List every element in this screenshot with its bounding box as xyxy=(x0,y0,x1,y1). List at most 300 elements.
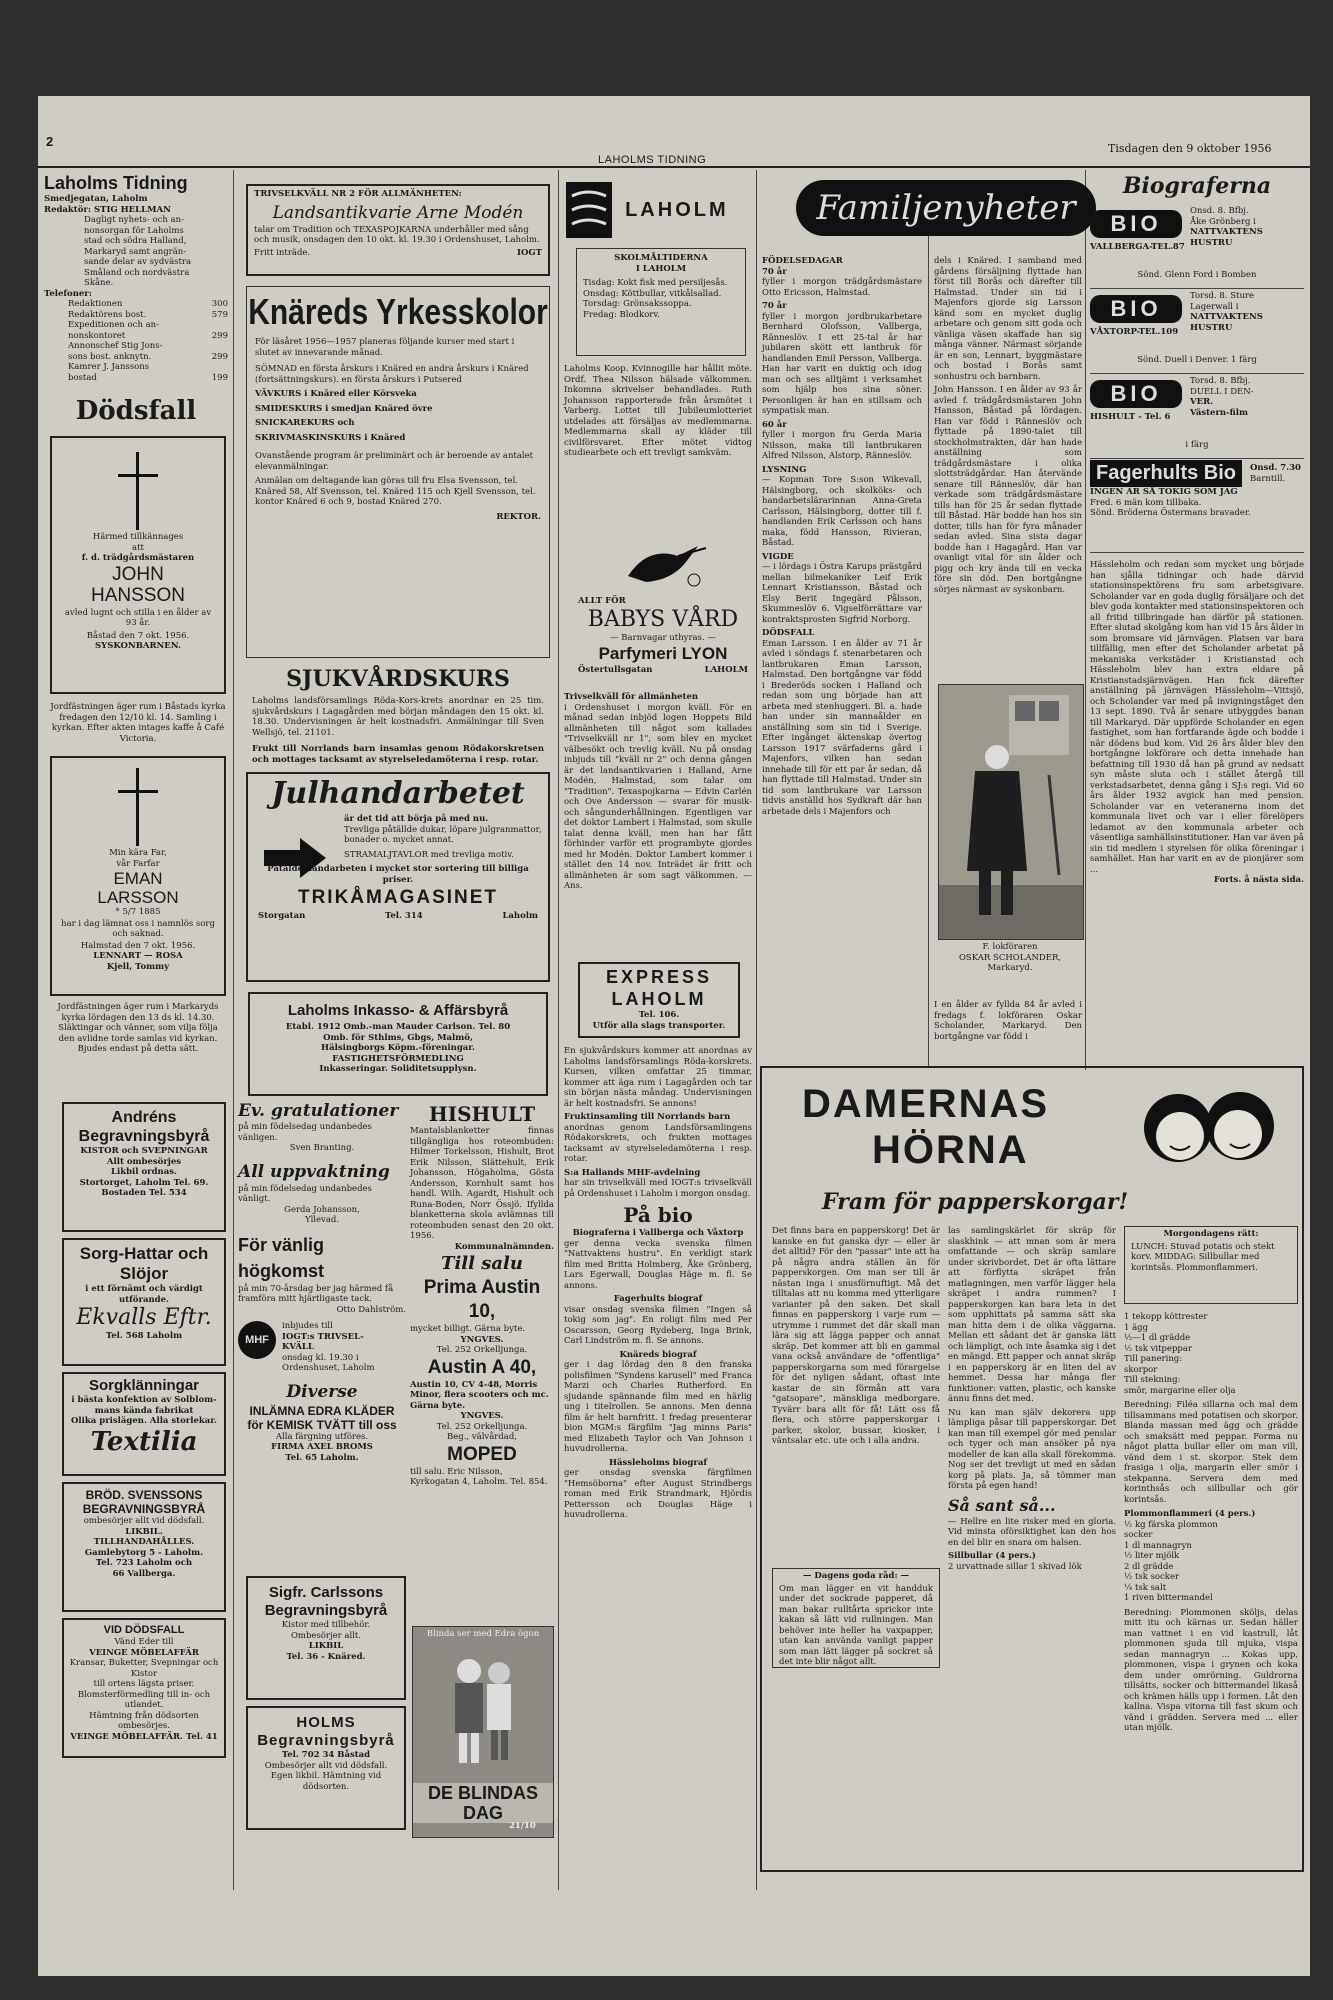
article-heading: Trivselkväll för allmänheten xyxy=(564,692,699,702)
shop-phone: Tel. 314 xyxy=(385,911,423,921)
ad-intro: För läsåret 1956—1957 planeras följande kurser med start i slutet av innevarande månad. xyxy=(255,337,515,358)
deaths-heading: Dödsfall xyxy=(75,396,197,426)
deceased-name: EMAN xyxy=(113,869,163,888)
recipe-ingredient: 1 dl mannagryn xyxy=(1124,1540,1192,1551)
cinema-footnote: Sönd. Glenn Ford i Bomben xyxy=(1137,270,1257,280)
article-text: Mantalsblanketter finnas tillgängliga hos roteombuden: Hilmer Torkelsson, Hishult, Brot Erik Nilsson, Slättehult, Erik Johansson, Högaholma, Gösta Andersson, Kornhult samt hos handl. Wilh. Agardt, Hishult och Runa-Boden, Norr Össjö. Ifyllda blanketterna skola avlämnas till roteombuden senast den 20 okt. 1956. xyxy=(410,1126,554,1241)
cinema-list xyxy=(1090,204,1304,459)
deceased-surname: HANSSON xyxy=(91,584,185,606)
menu-text: LUNCH: Stuvad potatis och stekt korv. MIDDAG: Sillbullar med korintsås. Plommonflammeri. xyxy=(1131,1241,1275,1273)
laholm-header xyxy=(566,182,752,240)
article-text: ger i dag lördag den 8 den franska polisfilmen "Syndens karusell" med Franca Marzi och Charles Rutherford. En sjudande spännande film med en härlig ung i titelrollen. Se annons. Men denna film är helt barnfritt. I fredag presenterar bion MGM:s färgfilm "Jag minns Paris" med Elizabeth Taylor och Van Johnson i huvudrollerna. xyxy=(564,1360,752,1454)
notice-place: Halmstad den 7 okt. 1956. xyxy=(80,940,196,951)
cinema-footnote: Sönd. Duell i Denver. 1 färg xyxy=(1137,355,1257,365)
continued-note: Forts. å nästa sida. xyxy=(1213,875,1304,885)
article-text: anordnas genom Landsförsamlingens Rödakorskrets, och frukten mottages tacksamt av styrelseledamöterna i resp. rotar. xyxy=(564,1122,752,1164)
phone-number: 199 xyxy=(211,372,228,383)
phone-row xyxy=(44,341,228,352)
notice-text: avled lugnt och stilla i en ålder av 93 år. xyxy=(64,607,212,628)
article-text: — Hellre en lite risker med en gloria. Vid minsta oförsiktighet kan den hos en del blir en snara om halsen. xyxy=(948,1516,1116,1548)
damernas-col-a xyxy=(772,1226,940,1450)
caption-line: Markaryd. xyxy=(987,963,1033,973)
cinema-line: HUSTRU xyxy=(1190,237,1233,248)
age-heading: 70 år xyxy=(762,266,787,277)
cinema-line: Fred. 6 män kom tillbaka. xyxy=(1090,497,1202,508)
ad-line: FIRMA AXEL BROMS xyxy=(271,1442,373,1452)
section-title: HÖRNA xyxy=(872,1128,1029,1172)
about-line: Småland och nordvästra xyxy=(84,267,190,278)
ad-line: Tel. 65 Laholm. xyxy=(285,1452,359,1463)
ad-title: VID DÖDSFALL xyxy=(103,1624,185,1636)
ad-text: till salu. Eric Nilsson, Kyrkogatan 4, Laholm. Tel. 854. xyxy=(410,1466,548,1487)
ad-phone: Tel. 252 Orkelljunga. xyxy=(436,1345,528,1355)
cross-icon xyxy=(108,452,168,532)
article-heading: Hässleholms biograf xyxy=(609,1457,707,1468)
notice-title: För vänlig högkomst xyxy=(238,1234,325,1281)
menu-heading: Morgondagens rätt: xyxy=(1163,1229,1259,1239)
ad-line: Allt ombesörjes xyxy=(106,1156,182,1167)
ad-title: Austin A 40, xyxy=(427,1356,537,1378)
ad-yrkesskolor xyxy=(246,286,550,658)
ad-line: Kransar, Buketter, Svepningar och Kistor xyxy=(69,1658,219,1679)
notice-title: Ev. gratulationer xyxy=(238,1101,399,1121)
ad-line: Vänd Eder till xyxy=(114,1637,174,1647)
ad-title: SJUKVÅRDSKURS xyxy=(286,666,510,692)
recipe-ingredient: 1 tekopp köttrester xyxy=(1124,1312,1208,1322)
meal-dish: Blodkorv. xyxy=(619,309,660,320)
ad-sorghattar xyxy=(62,1238,226,1366)
recipe-ingredient: ½ liter mjölk xyxy=(1124,1551,1180,1561)
cinema-line: Barntill. xyxy=(1250,473,1286,484)
section-title: Diverse xyxy=(286,1381,358,1402)
cinema-ad xyxy=(1090,289,1304,374)
tips-box xyxy=(772,1568,940,1668)
recipe-ingredients: 2 urvattnade sillar 1 skivad lök xyxy=(948,1561,1082,1572)
deceased-surname: LARSSON xyxy=(97,888,179,907)
familj-col-b xyxy=(934,256,1082,598)
article-text: fyller i morgon fru Gerda Maria Nilsson, maka till lantbrukaren Alfred Nilsson, Alstorp, Ränneslöv. xyxy=(762,430,922,461)
ad-phone: Tel. 106. xyxy=(638,1010,680,1020)
ad-line: TILLHANDAHÅLLES. xyxy=(93,1537,195,1547)
cinema-town: VÅXTORP-TEL.109 xyxy=(1090,327,1179,337)
cinema-line: NATTVAKTENS xyxy=(1190,227,1263,237)
cinema-ad xyxy=(1090,204,1304,289)
ad-title: Julhandarbetet xyxy=(271,776,525,811)
ad-title: BRÖD. SVENSSONS BEGRAVNINGSBYRÅ xyxy=(82,1488,206,1516)
ad-text: Ovanstående program är preliminärt och är beroende av antalet elevanmälningar. xyxy=(255,451,534,472)
notice-signature: Gerda Johansson, xyxy=(284,1204,360,1215)
damernas-horna xyxy=(760,1066,1304,1872)
notice-intro: att xyxy=(132,542,144,553)
funeral-info: Jordfästningen äger rum i Markaryds kyrka lördagen den 13 ds kl. 14.30. Släktingar och vänner, som vilja följa den avlidne torde samlas vid kyrkan. Bjudes endast på detta sätt. xyxy=(57,1002,219,1054)
ad-veinge xyxy=(62,1618,226,1758)
shop-name: Parfymeri LYON xyxy=(598,644,728,663)
recipe-ingredient-list xyxy=(1124,1520,1298,1604)
ad-line: Hälsingborgs Köpm.-föreningar. xyxy=(321,1043,475,1053)
familj-col-b-end xyxy=(934,1000,1082,1042)
phone-label: Kamrer J. Janssons xyxy=(68,362,150,372)
issue-date: Tisdagen den 9 oktober 1956 xyxy=(1108,142,1272,155)
recipe-ingredient: ½ tsk vitpeppar xyxy=(1124,1343,1192,1354)
meal-day: Onsdag: xyxy=(583,288,622,299)
death-notice-hansson xyxy=(50,436,226,694)
cinema-line: Åke Grönberg i xyxy=(1190,216,1256,227)
cinema-line: Sönd. Bröderna Östermans bravader. xyxy=(1090,508,1251,518)
ad-julhandarbetet xyxy=(246,772,550,982)
ad-line: — Barnvagar uthyras. — xyxy=(610,632,716,643)
ad-seller: YNGVES. xyxy=(460,1334,504,1345)
recipe-ingredient: Till panering: xyxy=(1124,1354,1183,1364)
notice-intro: vår Farfar xyxy=(116,858,160,869)
phone-row xyxy=(44,362,228,373)
notice-signature: Otto Dahlström. xyxy=(336,1304,406,1315)
ad-line: Trevliga påtällde dukar, löpare julgranmattor, bonader o. mycket annat. xyxy=(344,824,542,845)
ad-title: EXPRESS LAHOLM xyxy=(605,967,713,1009)
women-illustration-icon xyxy=(1118,1076,1298,1186)
ad-line: för KEMISK TVÄTT till oss xyxy=(247,1417,397,1432)
photo-scholander xyxy=(938,684,1084,940)
ad-line: VEINGE MÖBELAFFÄR. Tel. 41 xyxy=(70,1731,218,1742)
ad-line: 66 Vallberga. xyxy=(112,1568,176,1579)
paper-name: LAHOLMS TIDNING xyxy=(598,154,707,166)
section-title: Biograferna xyxy=(1122,173,1272,199)
editor: Redaktör: STIG HELLMAN xyxy=(44,204,171,215)
meal-row xyxy=(583,299,739,310)
cinema-line: Lagerwall i xyxy=(1190,301,1239,312)
about-line: nonsorgan för Laholms xyxy=(84,225,184,236)
ad-line: till ortens lägsta priser. xyxy=(93,1679,195,1689)
cinema-line: Torsd. 8. Bfbj. xyxy=(1190,376,1251,386)
course-item: SÖMNAD en första årskurs i Knäred en andra årskurs i Knäred (fortsättningskurs). en första årskurs i Putsered xyxy=(255,364,529,385)
ad-line: Ombesörjer allt. xyxy=(290,1630,362,1641)
age-heading: 60 år xyxy=(762,419,787,430)
poster-title: DE BLINDAS DAG xyxy=(413,1783,553,1823)
ad-title: Sigfr. Carlssons Begravningsbyrå xyxy=(264,1584,388,1619)
ad-free-entry: Fritt inträde. xyxy=(254,247,311,258)
ad-line: Tel. 702 34 Båstad xyxy=(281,1750,371,1760)
about-line: sande delar av sydvästra xyxy=(84,257,192,267)
ad-babys-vard xyxy=(578,536,748,686)
article-text: las samlingskärlet för skräp för slaskhink — att mnan som är mera omfattande — och skräp samlare under skrivbordet. Det är ofta lättare att förflytta skräpet från matlagningen, men varför lägger hela skräpet i andra rummen? I papperskorgen kan bara leta in det som upphittats på samma sätt ska man hitta dem i de olika väggarna. Mellan ett sådant det är ganska lätt och lämpligt, och inte åsamka sig i det en mängd. Ett papper och annat skräp i en papperskorg är en liten del av hemmet. Dessa har många fler funktioner: vatten, plastic, och kanske ännu finns det med. xyxy=(948,1226,1116,1404)
damernas-col-c xyxy=(1124,1312,1298,1737)
ad-line: är det tid att börja på med nu. xyxy=(344,814,489,824)
course-item: SMIDESKURS i smedjan Knäred övre xyxy=(255,403,433,414)
article-heading: FÖDELSEDAGAR xyxy=(762,256,843,266)
article-text: visar onsdag svenska filmen "Ingen så tokig som jag". En roligt film med Per Oscarsson, Georg Rydeberg, Inga Brink, Carl Lindström m. fl. Se annons. xyxy=(564,1304,752,1346)
phone-label: Redaktionen xyxy=(68,299,123,309)
ad-line: Alla färgning utföres. xyxy=(275,1431,369,1442)
recipe-ingredient: ½ kg färska plommon xyxy=(1124,1519,1218,1530)
stork-icon xyxy=(618,536,708,596)
recipe-ingredient: Till stekning: xyxy=(1124,1375,1181,1385)
damernas-col-b xyxy=(948,1226,1116,1575)
section-title: DAMERNAS xyxy=(802,1082,1050,1126)
ad-line: Ordenshuset, Laholm xyxy=(282,1363,375,1373)
ad-line: ombesörjer allt vid dödsfall. xyxy=(83,1516,205,1526)
article-scholander xyxy=(1090,560,1304,886)
ad-title: Sorg-Hattar och Slöjor xyxy=(79,1244,209,1283)
section-title: Familjenyheter xyxy=(816,188,1076,228)
article-kvinnogille xyxy=(564,364,752,459)
ad-line: inbjudes till xyxy=(282,1321,333,1331)
section-title: På bio xyxy=(623,1203,693,1227)
recipe-ingredient: ½ tsk socker xyxy=(1124,1572,1180,1582)
ad-line: STRAMALJTAVLOR med trevliga motiv. xyxy=(344,849,514,860)
article-text: dels i Knäred. I samband med gårdens försäljning flyttade han först till Borås och därefter till Halmstad. Under sin tid i Majenfors gjorde sig Larsson känd som en mycket duglig arbetare och genom sitt goda och vänliga väsen skaffade han sig många vänner. Närmast sörjande är en son, Lennart, byggmästare och bostad i Borås samt sonhustru och barnbarn. xyxy=(934,256,1082,382)
about-line: Skåne. xyxy=(84,278,114,288)
cinema-line: VER. xyxy=(1190,397,1214,407)
phone-number: 579 xyxy=(211,309,228,320)
ad-seller: YNGVES. xyxy=(460,1411,504,1421)
article-heading: S:a Hallands MHF-avdelning xyxy=(564,1167,701,1178)
ad-line: Tel. 36 - Knäred. xyxy=(286,1651,366,1662)
recipe-method: Beredning: Filéa sillarna och mal dem tillsammans med potatisen och skorpor. Blanda massan med ägg och grädde och smaksätt med peppar. Forma nu något platta bullar eller om man vill, vänd dem i st. skorpor. Stek dem frasiga i olja, margarin eller smör i stekpanna. Servera dem med korinthsås och sillbullar och gör korintsås. xyxy=(1124,1400,1298,1505)
phone-row xyxy=(44,331,228,342)
arrow-right-icon xyxy=(264,838,328,878)
meal-dish: Kokt fisk med persiljesås. xyxy=(617,278,728,288)
phone-label: bostad xyxy=(68,372,97,383)
ad-line: INLÄMNA EDRA KLÄDER xyxy=(249,1403,395,1418)
ad-line: mans kända fabrikat xyxy=(94,1405,194,1416)
ad-line: Etabl. 1912 Omb.-man Mauder Carlson. Tel. 80 xyxy=(285,1022,511,1032)
ad-title: Sorgklänningar xyxy=(88,1377,200,1394)
cinema-footnote: i färg xyxy=(1185,440,1209,450)
cinema-logo: BIO xyxy=(1090,210,1182,238)
shop-town: LAHOLM xyxy=(704,665,748,675)
familjenyheter-banner xyxy=(796,180,1096,236)
article-text: — i lördags i Östra Karups prästgård mellan bilmekaniker Leif Erik Lennart Kristiansson, Båstad och Elsy Berit Ingegärd Pålsson, Skummeslöv 6. Vigselförrättare var kontraktsprosten Sigfrid Norborg. xyxy=(762,562,922,625)
paper-title: Laholms Tidning xyxy=(44,173,188,193)
ad-text: Frukt till Norrlands barn insamlas genom Rödakorskretsen och mottages tacksamt av styrelseledamöterna i resp. rotar. xyxy=(252,744,544,765)
course-item: SNICKAREKURS och xyxy=(255,418,355,428)
ad-text: Anmälan om deltagande kan göras till fru Elsa Svensson, tel. Knäred 58, Alf Svensson, tel. Knäred 115 och Kjell Svensson, tel. kontor Knäred 6 och 9, bostad Knäred 270. xyxy=(255,476,536,507)
shop-town: Laholm xyxy=(502,911,538,921)
ad-line: Egen likbil. Hämtning vid xyxy=(270,1771,382,1781)
ad-holms xyxy=(246,1706,406,1830)
ad-line: LIKBIL. xyxy=(125,1526,163,1537)
ad-line: Hämtning från dödsorten ombesörjes. xyxy=(89,1710,199,1731)
article-text: ger onsdag svenska färgfilmen "Hemsöborna" efter August Strindbergs roman med Erik Strandmark, Hjördis Pettersson och Douglas Häge i huvudrollerna. xyxy=(564,1468,752,1520)
notice-signature: Sven Branting. xyxy=(289,1143,355,1153)
children-illustration-icon xyxy=(443,1651,523,1771)
column-3 xyxy=(410,1102,554,1488)
recipe-ingredient: 2 dl grädde xyxy=(1124,1561,1174,1572)
ad-logo: Textilia xyxy=(90,1426,198,1457)
ad-text: Austin 10, CV 4-48, Morris Minor, flera scooters och mc. Gärna byte. xyxy=(410,1379,549,1411)
poster-blindas-dag xyxy=(412,1626,554,1838)
cinema-town: VALLBERGA-TEL.87 xyxy=(1090,242,1185,252)
cinema-line: Västern-film xyxy=(1190,407,1249,418)
poster-date: 21/10 xyxy=(509,1821,536,1831)
notice-signature: Yllevad. xyxy=(304,1215,340,1225)
ad-line: onsdag kl. 19.30 i xyxy=(282,1352,359,1363)
section-title: LAHOLM xyxy=(625,198,729,221)
box-title: SKOLMÅLTIDERNA xyxy=(614,253,708,263)
ad-title: Landsantikvarie Arne Modén xyxy=(272,202,524,223)
laholm-crest-icon xyxy=(566,182,612,238)
ad-trivselkvall xyxy=(246,184,550,276)
cinema-line: INGEN ÄR SÅ TOKIG SOM JAG xyxy=(1090,487,1238,497)
menu-box xyxy=(1124,1226,1298,1304)
article-heading: Fagerhults biograf xyxy=(613,1294,703,1304)
caption-line: OSKAR SCHOLANDER, xyxy=(958,952,1062,963)
article-heading: LYSNING xyxy=(762,464,807,475)
article-signature: Kommunalnämnden. xyxy=(454,1241,554,1252)
about-line: Markaryd samt angrän- xyxy=(84,246,187,257)
ad-title: HOLMS Begravningsbyrå xyxy=(257,1714,395,1749)
article-text: Laholms Koop. Kvinnogille har hållit möte. Ordf. Thea Nilsson hälsade välkommen. Inkomna skrivelser behandlades. Ruth Johansson rapporterade från årsmötet i Varberg. Lottet till Jubileumlotteriet utdelades att försäljas av medlemmarna. Medlemmarna skall ay kläder till civilförsvaret. Efter mötet vidtog studiearbete och ett trevligt samkväm. xyxy=(564,364,752,458)
notice-intro: Min kära Far, xyxy=(109,848,167,858)
cinema-line: Onsd. 8. Bfbj. xyxy=(1190,206,1249,216)
cross-icon xyxy=(108,768,168,848)
phone-label: sons bost. anknytn. xyxy=(68,351,152,362)
article-text: har sin trivselkväll med IOGT:s trivselkväll på Ordenshuset i Laholm i morgon onsdag. xyxy=(564,1178,752,1199)
phone-label: nonskontoret xyxy=(68,330,126,341)
photo-caption xyxy=(938,942,1082,974)
ad-line: Kistor med tillbehör. xyxy=(281,1620,371,1630)
tips-text: Om man lägger en vit handduk under det sockrade papperet, då man bakar rulltårta sprickor inte kakan så lätt vid rullningen. Man behöver inte heller ha vaxpapper, utan kan använda vanligt papper som man lätt lägger på sockret så det inte blir något allt. xyxy=(779,1583,933,1667)
ad-line: FASTIGHETSFÖRMEDLING xyxy=(332,1053,464,1064)
phone-row xyxy=(44,299,228,310)
birth-date: * 5/7 1885 xyxy=(115,907,161,917)
article-text: fyller i morgon trädgårdsmästare Otto Ericsson, Halmstad. xyxy=(762,277,922,298)
recipe-ingredient: skorpor xyxy=(1124,1364,1158,1375)
ad-line: Inkasseringar. Soliditetsupplysn. xyxy=(319,1064,477,1074)
ad-title: MOPED xyxy=(447,1443,517,1465)
ad-express xyxy=(578,962,740,1038)
phone-row xyxy=(44,320,228,331)
article-text: En sjukvårdskurs kommer att anordnas av Laholms landsförsamlings Röda-korskrets. Kursen, vilken omfattar 25 timmar, kommer att äga rum i Lagagården och tar sin början nästa måndag. Undervisningen är helt kostnadsfri. Se annons! xyxy=(564,1046,752,1109)
phone-number: 299 xyxy=(211,351,228,362)
school-meals-box xyxy=(576,248,746,356)
deceased-title: f. d. trädgårdsmästaren xyxy=(81,553,195,563)
ad-line: Olika prislägen. Alla storlekar. xyxy=(71,1416,217,1426)
meal-day: Fredag: xyxy=(583,309,620,320)
cinema-line: Torsd. 8. Sture xyxy=(1190,291,1255,301)
cinema-line: Onsd. 7.30 xyxy=(1250,463,1301,473)
about-line: stad och södra Halland, xyxy=(84,236,187,246)
page-number: 2 xyxy=(46,134,54,149)
ad-text: mycket billigt. Gärna byte. xyxy=(410,1324,526,1334)
ad-svenssons xyxy=(62,1482,226,1612)
ad-sjukvardskurs xyxy=(246,664,550,769)
article-text: Det finns bara en papperskorg! Det är kanske en fut ganska dyr — eller är det alltid? För den "passar" inte att ha på några andra ställen än för papperskorgen. Om man ser till är nästan inga i snusförnuftigt. Må det tilltalas att nu komma med ytterligare varianter på den saken. Det skall finnas en papperskorg i varje rum — utrymme i rummet det där skall man lära sig att lägga papper och annat skräp. Det kommer att bli en gammal vana också användare de "offentliga" papperskorgarna som med förargelse för det nyligen sådant, oftast inte kastar de sin förmån att vara "gatsopare", mänskliga medborgare. Tyvärr bara allt för få! Lätt oss få flera, och större papperskorgar i parker, skolor, bussar, kiosker, i väntsalar etc. ute och i alla andra. xyxy=(772,1226,940,1446)
meal-row xyxy=(583,278,739,289)
ad-line: Likbil ordnas. xyxy=(111,1167,177,1177)
ad-text: Laholms landsförsamlings Röda-Kors-krets anordnar en 25 tim. sjukvårdskurs i Lagagården med början måndagen den 15 okt. kl. 18.30. Undervisningen är helt kostnadsfri. Anmälningar till Sven Wellsjö, tel. 21101. xyxy=(252,696,544,738)
notice-place: Båstad den 7 okt. 1956. xyxy=(86,630,190,641)
notice-title: All uppvaktning xyxy=(238,1161,390,1182)
ad-line: i bästa konfektion av Solblom- xyxy=(71,1395,217,1405)
caption-line: F. lokföraren xyxy=(982,942,1038,952)
phone-number: 300 xyxy=(211,299,228,309)
phone-row xyxy=(44,352,228,363)
ad-line: Utför alla slags transporter. xyxy=(592,1020,726,1031)
ad-text: Beg., välvårdad, xyxy=(447,1432,517,1442)
ad-inkasso xyxy=(248,992,548,1096)
phone-label: Annonschef Stig Jons- xyxy=(68,341,163,351)
newspaper-page xyxy=(38,96,1310,1976)
ad-logo: Ekvalls Eftr. xyxy=(76,1305,212,1330)
notice-text: på min födelsedag undanbedes vänligen. xyxy=(238,1122,372,1143)
poster-caption: Blinda ser med Edra ögon xyxy=(426,1629,540,1639)
cinema-logo: Fagerhults Bio xyxy=(1090,460,1242,487)
ad-line: Blomsterförmedling till in- och utlandet. xyxy=(77,1689,211,1710)
notice-intro: Härmed tillkännages xyxy=(92,532,184,542)
tips-heading: — Dagens goda råd: — xyxy=(802,1571,910,1581)
article-heading: Fruktinsamling till Norrlands barn xyxy=(564,1112,731,1122)
ad-line: ALLT FÖR xyxy=(578,596,626,606)
ad-line: KISTOR och SVEPNINGAR xyxy=(80,1146,208,1156)
article-heading: VIGDE xyxy=(762,551,794,562)
cinema-line: HUSTRU xyxy=(1190,322,1233,333)
cinema-line: DUELL I DEN- xyxy=(1190,386,1254,397)
ad-line: Bostaden Tel. 534 xyxy=(101,1188,187,1198)
phone-label: Redaktörens bost. xyxy=(68,309,147,320)
section-title: Till salu xyxy=(441,1253,523,1274)
phone-number: 299 xyxy=(211,330,228,341)
funeral-info: Jordfästningen äger rum i Båstads kyrka fredagen den 12/10 kl. 14. Samling i kyrkan. Efter akten intages kaffe å Café Victoria. xyxy=(50,702,226,744)
ad-line: dödsorten. xyxy=(302,1781,350,1792)
shop-street: Östertullsgatan xyxy=(578,665,653,675)
recipe-ingredient: smör, margarine eller olja xyxy=(1124,1385,1236,1396)
recipe-title: Sillbullar (4 pers.) xyxy=(948,1551,1036,1561)
meal-row xyxy=(583,310,739,321)
column-1 xyxy=(44,172,228,383)
shop-street: Storgatan xyxy=(258,911,306,921)
ad-line: VEINGE MÖBELAFFÄR xyxy=(89,1647,199,1658)
ad-title: Andréns Begravningsbyrå xyxy=(78,1109,210,1145)
ad-phone: Tel. 252 Orkelljunga. xyxy=(436,1421,528,1432)
article-text: ger denna vecka svenska filmen "Nattvaktens hustru". En verkligt stark film med Britta Holmberg, Åke Grönberg, Lars Egerwall, Douglas Häge m. fl. Se annons. xyxy=(564,1238,752,1291)
box-title: I LAHOLM xyxy=(635,263,687,274)
column-2-small-ads xyxy=(238,1100,406,1463)
cinema-town: HISHULT - Tel. 6 xyxy=(1090,412,1171,422)
phone-row xyxy=(44,310,228,321)
ad-line: Stortorget, Laholm Tel. 69. xyxy=(79,1177,209,1188)
recipe-ingredient-list xyxy=(1124,1312,1298,1396)
section-title: HISHULT xyxy=(428,1102,536,1126)
familj-col-a xyxy=(762,256,922,820)
article-trivselkvall xyxy=(564,692,752,892)
ad-line: LIKBIL xyxy=(308,1641,344,1651)
address: Smedjegatan, Laholm xyxy=(44,194,148,204)
ad-line: IOGT:s TRIVSEL- xyxy=(282,1331,364,1342)
ad-fagerhults-bio xyxy=(1090,460,1304,519)
article-text: Hässleholm och redan som mycket ung började han sjålla tidningar och hade därvid stationsinspektörens fru som arbetsgivare. Scholander var en goda duglig försäljare och det blev goda kontakter med stationsinspektoren och all fritid tillbringade han därför på stationen. Efter slutad skolgång kom han vid 15 års ålder in som bromsare vid järnvägen. Platsen var bara tillfällig, men efter det Scholander arbetat på mekaniska verkstäder i Kristianstad och Hässleholm blev han extra eldare på Kristianstadsjärnvägen. Han fick därefter anställning på järnvägen Hässleholm—Vittsjö, och Scholander var med på invigningståget den 13 sept. 1890. Två år senare utbyggdes banan till Markaryd. Där uppförde Scholander en egen fastighet, som han fortfarande ägde och bodde i när dödens bud kom. Vid 26 års ålder blev den bortgångne lokförare och detta innehade han befattning till 1930 då han på grund av nedsatt syn måste sluta och i stället återgå till verkstadsarbetet, denna gång i SJ:s regi. Vid 60 års ålder 1932 avgick han med pension. Scholander var en veteranerna inom det kommunala livet och var i eller förelöpers ledamot av den kommunala arbeter och väsentliga samhällsinstitutioner. Han var även på sin tid medlem i styrelsen för olika föreningar i samhället. Han har varit en av de pionjärer som ... xyxy=(1090,560,1304,875)
phone-list xyxy=(44,299,228,383)
ad-line: i ett förnämt och värdigt xyxy=(85,1284,203,1294)
meal-dish: Köttbullar, vitkålsallad. xyxy=(621,288,722,299)
portrait-photo-icon xyxy=(939,685,1083,939)
recipe-ingredient: 1 riven bittermandel xyxy=(1124,1593,1213,1603)
meal-day: Torsdag: xyxy=(583,299,624,309)
recipe-ingredient: ¼ tsk salt xyxy=(1124,1582,1167,1593)
ad-title: BABYS VÅRD xyxy=(587,606,739,632)
ad-line: Påtälde handarbeten i mycket stor sortering till billiga priser. xyxy=(267,864,529,885)
recipe-ingredient: socker xyxy=(1124,1530,1153,1540)
article-text: — Kopman Tore S:son Wikevall, Hälsingborg, och skolköks- och handarbetslärarinnan Anna-Greta Carlsson, Hälsingborg, dotter till f. handlanden Erik Carlsson och hans maka, född Hansson, Rivieran, Båstad. xyxy=(762,475,922,548)
cinema-logo: BIO xyxy=(1090,295,1182,323)
ad-title: Prima Austin 10, xyxy=(423,1277,541,1322)
ad-head: TRIVSELKVÄLL NR 2 FÖR ALLMÄNHETEN: xyxy=(254,189,462,199)
ad-sorgklanningar xyxy=(62,1372,226,1476)
notice-text: har i dag lämnat oss i namnlös sorg och saknad. xyxy=(61,918,215,939)
notice-text: på min födelsedag undanbedes vänligt. xyxy=(238,1183,372,1204)
ad-line: Tel. 723 Laholm och xyxy=(95,1558,193,1568)
cinema-logo: BIO xyxy=(1090,380,1182,408)
article-text: i Ordenshuset i morgon kväll. För en månad sedan inbjöd logen Hoppets Bild allmänheten till något som kallades "Trivselkväll nr 1", som blev en mycket välbesökt och trevlig kväll. Nu på onsdag inbjuds till "kväll nr 2" och denna gången är det landsantikvarien i Halland, Arne Modén, Halmstad, som talar om "Tradition". Texaspojkarna — Edvin Carlén och Ove Andersson — svarar för musik- och sångunderhållningen. Egentligen var det doktor Lambert i Halmstad, som skulle talat denna kväll, men han har fått förhinder varför ett programbyte gjordes med hr Modén. Doktor Lambert kommer i stället den 14 nov. Inträdet är fritt och allmänheten är som sagt välkommen. — Ans. xyxy=(564,702,752,891)
